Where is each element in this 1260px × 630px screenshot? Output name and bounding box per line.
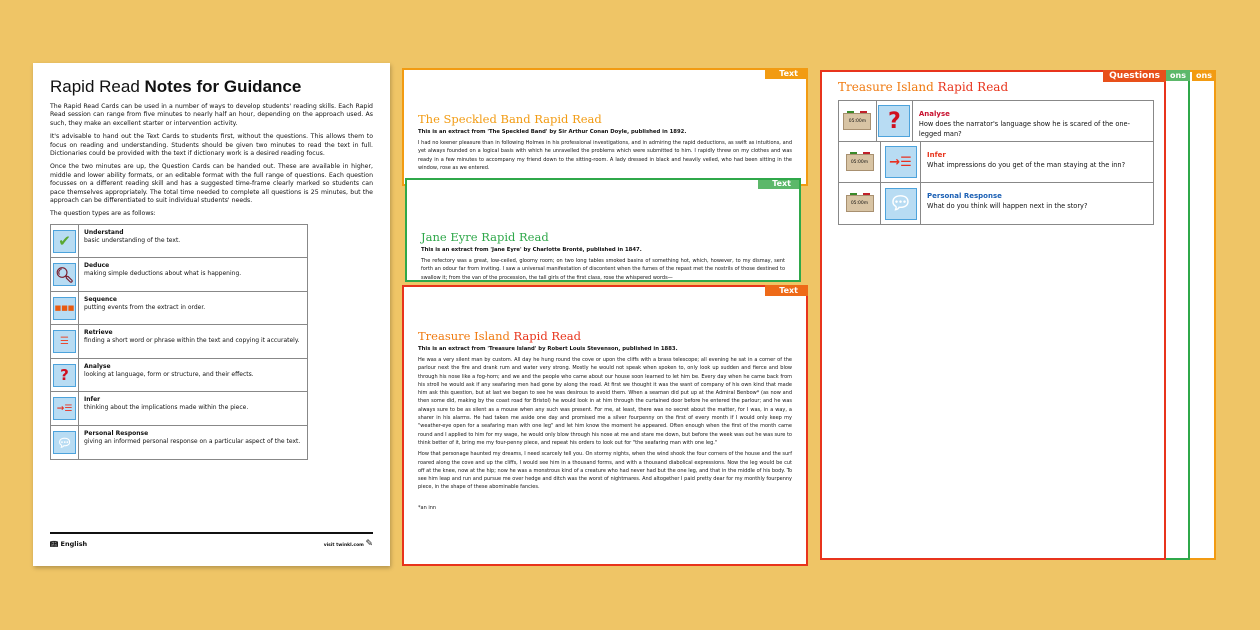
question-mark-icon: ? xyxy=(53,364,76,387)
table-row: →☰ Infer thinking about the implications made within the piece. xyxy=(51,392,307,426)
speckled-band-card xyxy=(402,68,808,186)
treasure-island-card xyxy=(402,285,808,566)
question-types-table xyxy=(50,224,308,461)
infer-icon: →☰ xyxy=(885,146,917,178)
questions-tag: ons xyxy=(1192,70,1216,81)
infer-icon: →☰ xyxy=(53,397,76,420)
footnote: *an inn xyxy=(418,504,437,511)
timer-icon: 05:00m xyxy=(846,195,874,212)
table-row: ✔ Understand basic understanding of the text. xyxy=(51,225,307,259)
guidance-title: Rapid Read Notes for Guidance xyxy=(50,77,302,96)
guidance-paragraph: Once the two minutes are up, the Question Cards can be handed out. These are available in higher, middle and lower ability formats, or an editable format with the full range of questions. Each question focusses on a different reading skill and has a suggested time-frame clearly marked so students can pace themselves appropriately. The total time needed to complete all questions is 25 minutes, but the approach can be differentiated to suit individual students' needs. xyxy=(50,163,373,205)
guidance-sheet xyxy=(33,63,390,566)
question-row: 05:00m 💬︎ Personal Response What do you think will happen next in the story? xyxy=(839,183,1153,224)
subject-label: 📖︎ English xyxy=(50,540,88,548)
table-row: ☰ Retrieve finding a short word or phrase within the text and copying it accurately. xyxy=(51,325,307,359)
card-title: Treasure Island Rapid Read xyxy=(418,329,582,343)
jane-eyre-card xyxy=(405,178,801,282)
card-title: Jane Eyre Rapid Read xyxy=(421,230,549,244)
text-tag: Text xyxy=(765,285,808,296)
table-row: 🔍︎ Deduce making simple deductions about what is happening. xyxy=(51,258,307,292)
retrieve-icon: ☰ xyxy=(53,330,76,353)
question-mark-icon: ? xyxy=(878,105,910,137)
speech-bubble-icon: 💬︎ xyxy=(885,188,917,220)
guidance-paragraph: The question types are as follows: xyxy=(50,210,156,218)
questions-card-treasure-island xyxy=(820,70,1166,560)
card-title: The Speckled Band Rapid Read xyxy=(418,112,602,126)
timer-icon: 05:00m xyxy=(846,154,874,171)
card-body: How that personage haunted my dreams, I need scarcely tell you. On stormy nights, when the wind shook the four corners of the house and the surf roared along the cove and up the cliffs, I would see him in a thousand forms, and with a thousand diabolical expressions. Now the leg would be cut off at the knee, now at the hip; now he was a monstrous kind of a creature who had never had but the one leg, and that in the middle of his body. To see him leap and run and pursue me over hedge and ditch was the worst of nightmares. And altogether I paid pretty dear for my monthly fourpenny piece, in the shape of these abominable fancies. xyxy=(418,451,792,491)
question-row: 05:00m →☰ Infer What impressions do you get of the man staying at the inn? xyxy=(839,142,1153,183)
table-row: ■■■ Sequence putting events from the extract in order. xyxy=(51,292,307,326)
card-source: This is an extract from 'The Speckled Band' by Sir Arthur Conan Doyle, published in 1892. xyxy=(418,129,687,135)
guidance-footer xyxy=(50,532,373,549)
questions-tag: Questions xyxy=(1103,70,1166,82)
logo-icon: ✎ xyxy=(365,539,373,549)
card-body: I had no keener pleasure than in following Holmes in his professional investigations, and in admiring the rapid deductions, as swift as intuitions, and yet always founded on a logical basis with which he unravelled the problems which were submitted to him. I rapidly threw on my clothes and was ready in a few minutes to accompany my friend down to the sitting-room. A lady dressed in black and heavily veiled, who had been sitting in the window, rose as we entered. xyxy=(418,140,792,171)
text-tag: Text xyxy=(765,68,808,79)
questions-table xyxy=(838,100,1154,225)
site-label: visit twinkl.com ✎ xyxy=(323,539,373,549)
card-title: Treasure Island Rapid Read xyxy=(838,80,1009,94)
text-tag: Text xyxy=(758,178,801,189)
sequence-icon: ■■■ xyxy=(53,297,76,320)
guidance-paragraph: It's advisable to hand out the Text Cards to students first, without the questions. This allows them to focus on reading and understanding. Students should be given two minutes to read the text in full. Dictionaries could be provided with the text if dictionary work is a desired reading focus. xyxy=(50,133,373,158)
card-body: The refectory was a great, low-ceiled, gloomy room; on two long tables smoked basins of something hot, which, however, to my dismay, sent forth an odour far from inviting. I saw a universal manifestation of discontent when the fumes of the repast met the nostrils of those destined to swallow it; from the van of the procession, the tall girls of the first class, rose the whispered words— xyxy=(421,258,785,281)
magnifier-icon: 🔍︎ xyxy=(53,263,76,286)
card-source: This is an extract from 'Treasure Island' by Robert Louis Stevenson, published in 1883. xyxy=(418,346,678,352)
guidance-paragraph: The Rapid Read Cards can be used in a number of ways to develop students' reading skills. Each Rapid Read session can range from five minutes to nearly half an hour, depending on the approach used. As such, they make an excellent starter or intervention activity. xyxy=(50,103,373,127)
check-icon: ✔ xyxy=(53,230,76,253)
card-source: This is an extract from 'Jane Eyre' by Charlotte Brontë, published in 1847. xyxy=(421,247,642,253)
card-body: He was a very silent man by custom. All day he hung round the cove or upon the cliffs with a brass telescope; all evening he sat in a corner of the parlour next the fire and drank rum and water very strong. Mostly he would not speak when spoken to, only look up sudden and fierce and blow through his nose like a fog-horn; and we and the people who came about our house soon learned to let him be. Every day when he came back from his stroll he would ask if any seafaring men had gone by along the road. At first we thought it was the want of company of his own kind that made him ask this question, but at last we began to see he was desirous to avoid them. When a seaman did put up at the Admiral Benbow* (as now and then some did, making by the coast road for Bristol) he would look in at him through the curtained door before he entered the parlour; and he was always sure to be as silent as a mouse when any such was present. For me, at least, there was no secret about the matter, for I was, in a way, a sharer in his alarms. He had taken me aside one day and promised me a silver fourpenny on the first of every month if I would only keep my "weather-eye open for a seafaring man with one leg" and let him know the moment he appeared. Often enough when the first of the month came round and I applied to him for my wage, he would only blow through his nose at me and stare me down, but before the week was out he was sure to think better of it, bring me my four-penny piece, and repeat his orders to look out for "the seafaring man with one leg." xyxy=(418,357,792,446)
timer-icon: 05:00m xyxy=(843,113,871,130)
question-row: 05:00m ? Analyse How does the narrator's language show he is scared of the one-legged man? xyxy=(839,101,1153,142)
table-row: ? Analyse looking at language, form or structure, and their effects. xyxy=(51,359,307,393)
speech-bubble-icon: 💬︎ xyxy=(53,431,76,454)
table-row: 💬︎ Personal Response giving an informed personal response on a particular aspect of the text. xyxy=(51,426,307,460)
book-icon: 📖︎ xyxy=(50,540,61,548)
questions-tag: ons xyxy=(1166,70,1190,81)
